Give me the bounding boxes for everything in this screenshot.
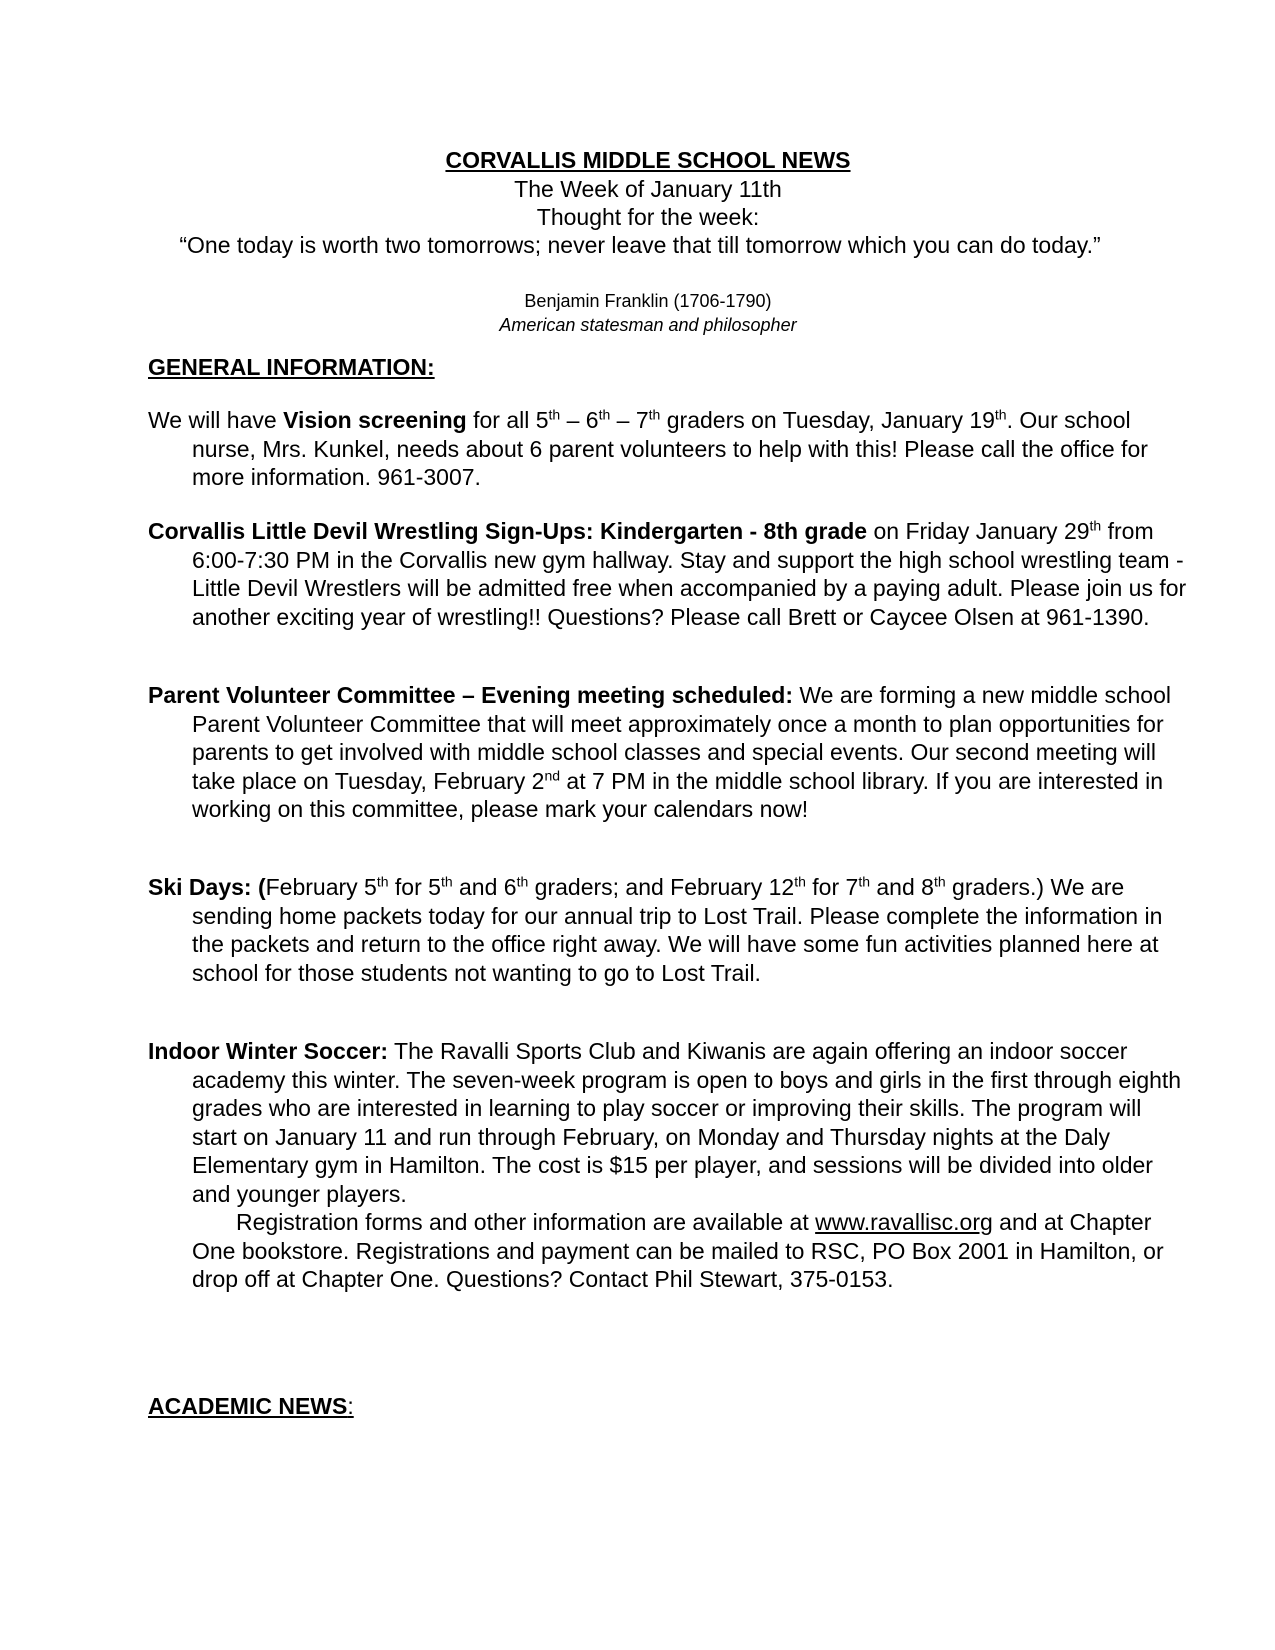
- soccer-registration-text: Registration forms and other information are available at www.ravallisc.org and at Chapter One bookstore. Registrations and payment can be mailed to RSC, PO Box 2001 in Hamilton, or drop off at Chapter One. Questions? Contact Phil Stewart, 375-0153.: [192, 1209, 1164, 1292]
- wrestling-paragraph: Corvallis Little Devil Wrestling Sign-Ups: Kindergarten - 8th grade on Friday January 29th from 6:00-7:30 PM in the Corvallis new gym hallway. Stay and support the high school wrestling team - Little Devil Wrestlers will be admitted free when accompanied by a paying adult. Please join us for another exciting year of wrestling!! Questions? Please call Brett or Caycee Olsen at 961-1390.: [148, 517, 1187, 630]
- indoor-soccer-paragraph: Indoor Winter Soccer: The Ravalli Sports Club and Kiwanis are again offering an indoor soccer academy this winter. The seven-week program is open to boys and girls in the first through eighth grades who are interested in learning to play soccer or improving their skills. The program will start on January 11 and run through February, on Monday and Thursday nights at the Daly Elementary gym in Hamilton. The cost is $15 per player, and sessions will be divided into older and younger players. Registration forms and other information are available at www.ravallisc.org and at Chapter One bookstore. Registrations and payment can be mailed to RSC, PO Box 2001 in Hamilton, or drop off at Chapter One. Questions? Contact Phil Stewart, 375-0153.: [148, 1037, 1192, 1294]
- quote-author-role: American statesman and philosopher: [499, 315, 797, 335]
- ski-days-paragraph: Ski Days: (February 5th for 5th and 6th graders; and February 12th for 7th and 8th graders.) We are sending home packets today for our annual trip to Lost Trail. Please complete the information in the packets and return to the office right away. We will have some fun activities planned here at school for those students not wanting to go to Lost Trail.: [148, 873, 1163, 986]
- quote-text: “One today is worth two tomorrows; never leave that till tomorrow which you can do today.”: [179, 232, 1101, 258]
- academic-news-heading: ACADEMIC NEWS:: [148, 1393, 354, 1419]
- volunteer-committee-paragraph: Parent Volunteer Committee – Evening meeting scheduled: We are forming a new middle school Parent Volunteer Committee that will meet approximately once a month to plan opportunities for parents to get involved with middle school classes and special events. Our second meeting will take place on Tuesday, February 2nd at 7 PM in the middle school library. If you are interested in working on this committee, please mark your calendars now!: [148, 682, 1171, 822]
- newsletter-title: CORVALLIS MIDDLE SCHOOL NEWS: [445, 147, 851, 173]
- thought-label: Thought for the week:: [536, 204, 760, 230]
- vision-screening-paragraph: We will have Vision screening for all 5th – 6th – 7th graders on Tuesday, January 19th. Our school nurse, Mrs. Kunkel, needs about 6 parent volunteers to help with this! Please call the office for more information. 961-3007.: [148, 406, 1148, 490]
- general-information-heading: GENERAL INFORMATION:: [148, 354, 435, 380]
- quote-author: Benjamin Franklin (1706-1790): [524, 291, 772, 311]
- ravallisc-link[interactable]: www.ravallisc.org: [815, 1209, 993, 1235]
- week-label: The Week of January 11th: [514, 176, 782, 202]
